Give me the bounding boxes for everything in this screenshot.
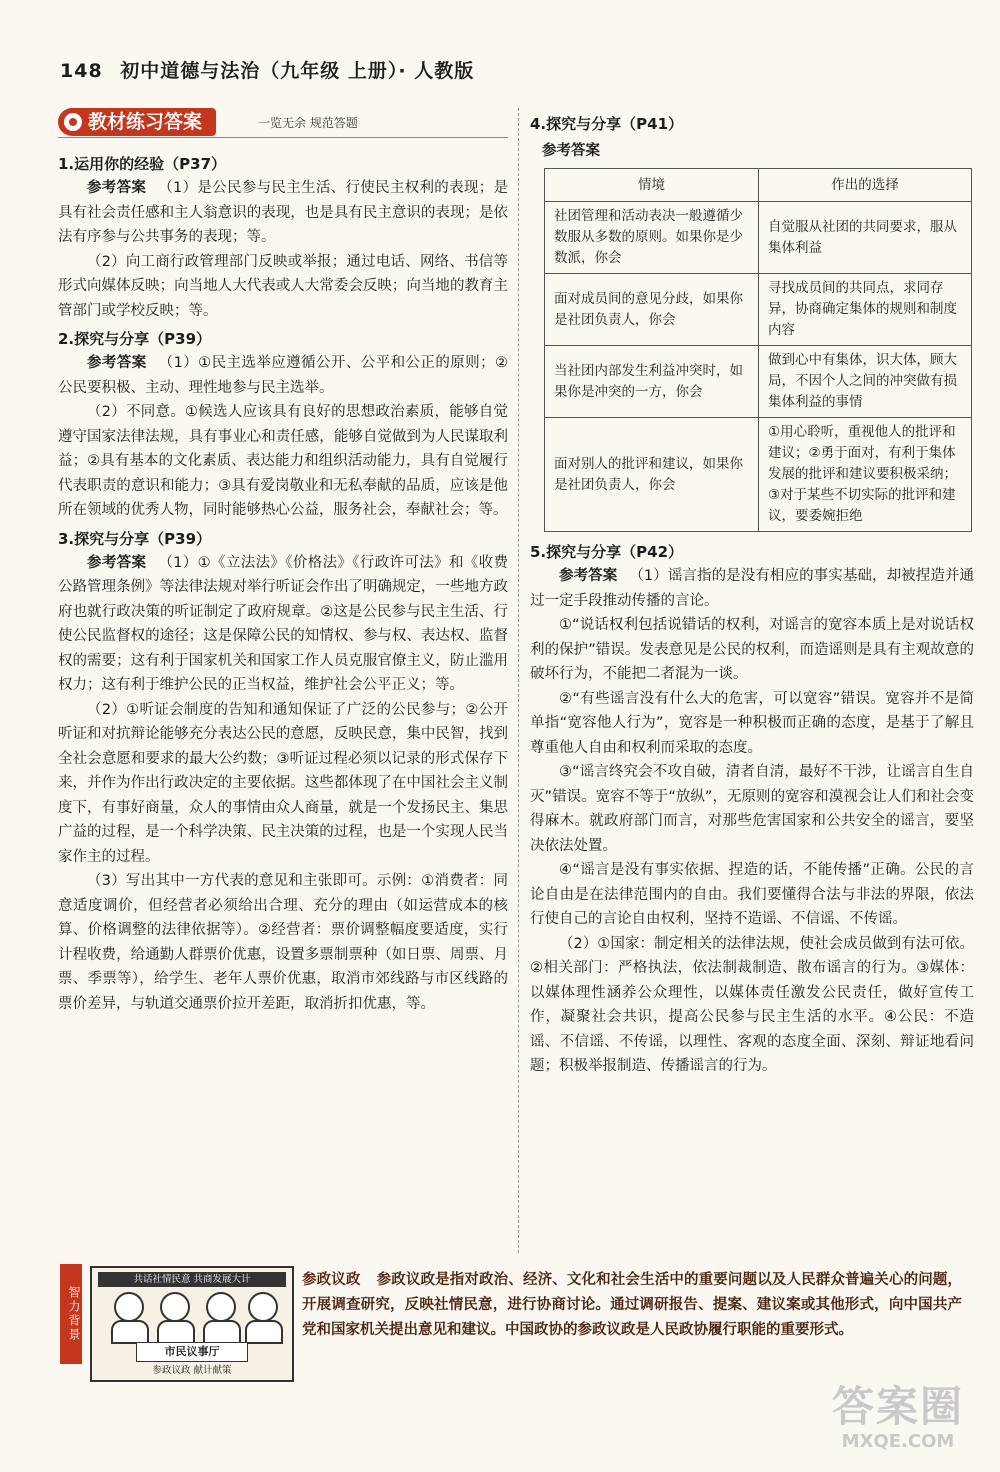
section-tag-label: 教材练习答案 — [88, 111, 203, 133]
page-header — [60, 56, 474, 83]
table-cell-choice: 寻找成员间的共同点，求同存异，协商确定集体的规则和制度内容 — [759, 274, 972, 346]
q1-text-2: （2）向工商行政管理部门反映或举报；通过电话、网络、书信等形式向媒体反映；向当地人大代表或人大常委会反映；向当地的教育主管部门或学校反映；等。 — [58, 253, 508, 319]
person-icon — [160, 1292, 190, 1322]
background-knowledge-box — [60, 1262, 970, 1388]
person-icon — [206, 1292, 236, 1322]
answer-label: 参考答案 — [542, 143, 600, 159]
sidebar-tag: 智力背景 — [60, 1264, 82, 1364]
table-row — [545, 202, 972, 274]
section-banner — [58, 108, 508, 138]
table-cell-situation: 面对成员间的意见分歧，如果你是社团负责人，你会 — [545, 274, 759, 346]
table-cell-situation: 当社团内部发生利益冲突时，如果你是冲突的一方，你会 — [545, 346, 759, 418]
table-row — [545, 346, 972, 418]
table-cell-situation: 社团管理和活动表决一般遵循少数服从多数的原则。如果你是少数派，你会 — [545, 202, 759, 274]
watermark-url: MXQE.COM — [841, 1431, 955, 1452]
answer-label: 参考答案 — [87, 355, 147, 371]
q5-answer-1 — [530, 564, 974, 613]
left-column — [58, 148, 508, 1016]
q2-text-2: （2）不同意。①候选人应该具有良好的思想政治素质，能够自觉遵守国家法律法规，具有事业心和责任感，能够自觉做到为人民谋取利益；②具有基本的文化素质、表达能力和组织活动能力，具有自觉履行代表职责的意识和能力；③具有爱岗敬业和无私奉献的品质，应该是他所在领域的优秀人物，同时能够热心公益，服务社会，奉献社会；等。 — [58, 404, 508, 518]
q5-text-5: ④“谣言是没有事实依据、捏造的话，不能传播”正确。公民的言论自由是在法律范围内的自由。我们要懂得合法与非法的界限，依法行使自己的言论自由权利，坚持不造谣、不信谣、不传谣。 — [530, 862, 974, 927]
q3-text-1: （1）①《立法法》《价格法》《行政许可法》和《收费公路管理条例》等法律法规对举行听证会作出了明确规定，一些地方政府也就行政决策的听证制定了政府规章。②这是公民参与民主生活、行使公民监督权的途径；这是保障公民的知情权、参与权、表达权、监督权的需要；这有利于国家机关和国家工作人员克服官僚主义，防止滥用权力；这有利于维护公民的正当权益，维护社会公平正义；等。 — [58, 554, 508, 693]
cartoon-illustration — [90, 1266, 294, 1382]
table-row — [545, 274, 972, 346]
right-column — [530, 108, 974, 1079]
table-cell-situation: 面对别人的批评和建议，如果你是社团负责人，你会 — [545, 418, 759, 532]
q5-text-1: （1）谣言指的是没有相应的事实基础，却被捏造并通过一定手段推动传播的言论。 — [530, 568, 974, 609]
background-body: 参政议政是指对政治、经济、文化和社会生活中的重要问题以及人民群众普遍关心的问题，开展调查研究，反映社情民意，进行协商讨论。通过调研报告、提案、建议案或其他形式，向中国共产党和国家机关提出意见和建议。中国政协的参政议政是人民政协履行职能的重要形式。 — [302, 1272, 963, 1338]
q1-title: 1.运用你的经验（P37） — [58, 155, 227, 173]
table-cell-choice: 自觉服从社团的共同要求，服从集体利益 — [759, 202, 972, 274]
situation-table — [544, 168, 972, 532]
q1-text-1: （1）是公民参与民主生活、行使民主权利的表现；是具有社会责任感和主人翁意识的表现，也是具有民主意识的表现；是依法有序参与公共事务的表现；等。 — [58, 180, 508, 245]
cartoon-banner: 共话社情民意 共商发展大计 — [98, 1272, 286, 1287]
watermark-title: 答案圈 — [831, 1382, 964, 1431]
q5-text-4: ③“谣言终究会不攻自破，清者自清，最好不干涉，让谣言自生自灭”错误。宽容不等于“放纵”，无原则的宽容和漠视会让人们和社会变得麻木。就政府部门而言，对那些危害国家和公共安全的谣言，要坚决依法处置。 — [530, 764, 974, 854]
person-icon — [248, 1292, 278, 1322]
column-divider — [518, 108, 519, 1253]
table-cell-choice: ①用心聆听，重视他人的批评和建议；②勇于面对，有利于集体发展的批评和建议要积极采纳；③对于某些不切实际的批评和建议，要委婉拒绝 — [759, 418, 972, 532]
person-icon — [114, 1292, 144, 1322]
q3-text-2: （2）①听证会制度的告知和通知保证了广泛的公民参与；②公开听证和对抗辩论能够充分表达公民的意愿，反映民意，集中民智，找到全社会意愿和要求的最大公约数；③听证过程必须以记录的形式保存下来，并作为作出行政决定的主要依据。这些都体现了在中国社会主义制度下，有事好商量，众人的事情由众人商量，就是一个发扬民主、集思广益的过程，是一个科学决策、民主决策的过程，也是一个实现人民当家作主的过程。 — [58, 701, 508, 865]
q3-text-3: （3）写出其中一方代表的意见和主张即可。示例：①消费者：同意适度调价，但经营者必须给出合理、充分的理由（如运营成本的核算、价格调整的法律依据等）。②经营者：票价调整幅度要适度，实行计程收费，给通勤人群票价优惠，设置多票制票种（如日票、周票、月票、季票等），给学生、老年人票价优惠，取消市郊线路与市区线路的票价差异，与轨道交通票价拉开差距，取消折扣优惠，等。 — [58, 873, 508, 1012]
book-title: 初中道德与法治（九年级 上册）· 人教版 — [120, 60, 475, 82]
table-header-situation: 情境 — [545, 169, 759, 202]
q5-text-6: （2）①国家：制定相关的法律法规，使社会成员做到有法可依。②相关部门：严格执法，依法制裁制造、散布谣言的行为。③媒体：以媒体理性涵养公众理性，以媒体责任激发公民责任，做好宣传工作，凝聚社会共识，提高公民参与民主生活的水平。④公民：不造谣、不信谣、不传谣，以理性、客观的态度全面、深刻、辩证地看问题；积极举报制造、传播谣言的行为。 — [530, 935, 974, 1074]
background-term: 参政议政 — [302, 1272, 361, 1288]
banner-rule — [58, 137, 508, 138]
q5-text-2: ①“说话权利包括说错话的权利，对谣言的宽容本质上是对说话权利的保护”错误。发表意见是公民的权利，而造谣则是具有主观故意的破坏行为，不能把二者混为一谈。 — [530, 617, 974, 682]
q2-answer-1 — [58, 351, 508, 400]
q5-text-3: ②“有些谣言没有什么大的危害，可以宽容”错误。宽容并不是简单指“宽容他人行为”，宽容是一种积极而正确的态度，是基于了解且尊重他人自由和权利而采取的态度。 — [530, 690, 974, 756]
page-number: 148 — [60, 60, 103, 82]
q2-title: 2.探究与分享（P39） — [58, 330, 212, 348]
table-row — [545, 418, 972, 532]
cartoon-caption: 参政议政 献计献策 — [152, 1365, 232, 1376]
watermark-logo — [818, 1383, 978, 1452]
table-header-choice: 作出的选择 — [759, 169, 972, 202]
background-text — [302, 1268, 962, 1343]
q4-title: 4.探究与分享（P41） — [530, 115, 684, 133]
q2-text-1: （1）①民主选举应遵循公开、公平和公正的原则；②公民要积极、主动、理性地参与民主选举。 — [58, 355, 508, 396]
answer-label: 参考答案 — [87, 180, 147, 196]
table-cell-choice: 做到心中有集体，识大体，顾大局，不因个人之间的冲突做有损集体利益的事情 — [759, 346, 972, 418]
q3-answer-1 — [58, 551, 508, 698]
answer-label: 参考答案 — [87, 554, 147, 571]
q3-title: 3.探究与分享（P39） — [58, 529, 212, 548]
banner-dot-icon — [64, 113, 82, 131]
q1-answer-1 — [58, 176, 508, 250]
q5-title: 5.探究与分享（P42） — [530, 543, 684, 561]
section-tag — [58, 108, 216, 136]
cartoon-sign: 市民议事厅 — [136, 1342, 248, 1362]
section-subtitle: 一览无余 规范答题 — [258, 116, 358, 130]
table-header-row — [545, 169, 972, 202]
answer-label: 参考答案 — [559, 568, 618, 584]
